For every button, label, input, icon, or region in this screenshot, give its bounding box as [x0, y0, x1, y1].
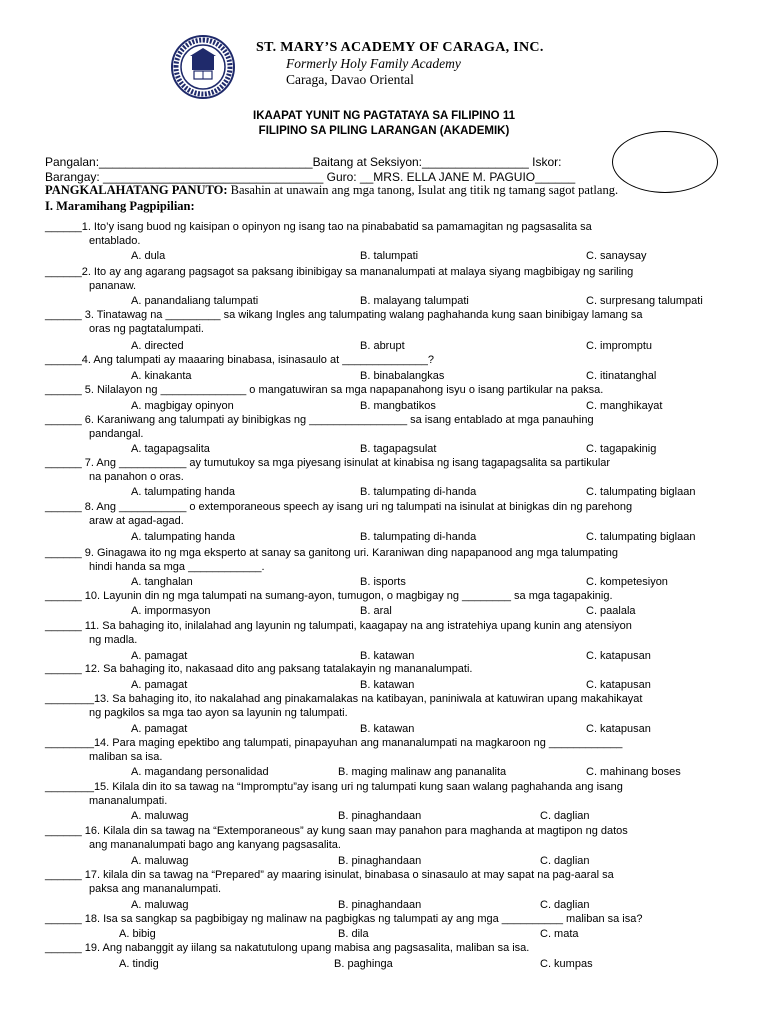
- choice-option: A. maluwag: [131, 899, 189, 911]
- question-item: [45, 781, 623, 808]
- question-item: [45, 825, 628, 852]
- choice-option: C. katapusan: [586, 679, 651, 691]
- score-oval: [612, 131, 718, 193]
- choice-option: A. tagapagsalita: [131, 443, 210, 455]
- choice-option: B. malayang talumpati: [360, 295, 469, 307]
- choice-option: A. bibig: [119, 928, 156, 940]
- choice-option: C. daglian: [540, 855, 590, 867]
- question-text: ______ 5. Nilalayon ng ______________ o mangatuwiran sa mga napapanahong isyu o isang partikular na paksa.: [45, 384, 604, 396]
- question-text-continued: mananalumpati.: [89, 794, 168, 807]
- choice-option: C. manghikayat: [586, 400, 663, 412]
- choice-option: B. pinaghandaan: [338, 855, 422, 867]
- choice-option: A. magbigay opinyon: [131, 400, 234, 412]
- general-directions: [45, 183, 618, 197]
- question-text: ______ 6. Karaniwang ang talumpati ay binibigkas ng ________________ sa isang entablado at mga panauhing: [45, 414, 594, 426]
- choice-option: A. pamagat: [131, 679, 188, 691]
- choice-option: C. kumpas: [540, 958, 593, 970]
- question-text-continued: entablado.: [89, 234, 141, 247]
- choice-option: B. pinaghandaan: [338, 810, 422, 822]
- choice-option: B. mangbatikos: [360, 400, 436, 412]
- choice-option: A. pamagat: [131, 723, 188, 735]
- question-item: [45, 620, 632, 647]
- choice-option: B. abrupt: [360, 340, 405, 352]
- choice-option: A. tindig: [119, 958, 159, 970]
- choice-option: C. surpresang talumpati: [586, 295, 703, 307]
- choice-option: B. paghinga: [334, 958, 393, 970]
- choice-option: B. katawan: [360, 723, 415, 735]
- choice-option: C. mahinang boses: [586, 766, 681, 778]
- choice-option: C. impromptu: [586, 340, 653, 352]
- choice-option: A. dula: [131, 250, 166, 262]
- choice-option: B. binabalangkas: [360, 370, 445, 382]
- choice-option: A. panandaliang talumpati: [131, 295, 259, 307]
- question-text: ________15. Kilala din ito sa tawag na “Impromptu”ay isang uri ng talumpati kung saan walang paghahanda ang isang: [45, 781, 623, 793]
- choice-option: B. aral: [360, 605, 392, 617]
- choice-option: A. maluwag: [131, 855, 189, 867]
- name-section-score-row: Pangalan:________________________________Baitang at Seksiyon:________________ Iskor:: [45, 155, 562, 169]
- question-text-continued: paksa ang mananalumpati.: [89, 882, 222, 895]
- choice-option: B. talumpating di-handa: [360, 531, 477, 543]
- choice-option: A. impormasyon: [131, 605, 211, 617]
- directions-label: PANGKALAHATANG PANUTO:: [45, 183, 228, 197]
- question-text: ______4. Ang talumpati ay maaaring binabasa, isinasaulo at ______________?: [45, 354, 434, 366]
- question-item: [45, 309, 643, 336]
- school-seal-icon: [170, 34, 236, 100]
- school-former-name: Formerly Holy Family Academy: [286, 56, 461, 71]
- question-text-continued: oras ng pagtatalumpati.: [89, 322, 204, 335]
- choice-option: A. maluwag: [131, 810, 189, 822]
- choice-option: C. paalala: [586, 605, 636, 617]
- question-text: ______ 18. Isa sa sangkap sa pagbibigay ng malinaw na pagbigkas ng talumpati ay ang mga __________ maliban sa isa?: [45, 913, 643, 925]
- question-text: ______ 10. Layunin din ng mga talumpati na sumang-ayon, tumugon, o magbigay ng ________ sa mga tagapakinig.: [45, 590, 613, 602]
- question-text-continued: ng madla.: [89, 633, 138, 646]
- question-item: [45, 663, 473, 677]
- choice-option: B. pinaghandaan: [338, 899, 422, 911]
- question-text: ________13. Sa bahaging ito, ito nakalahad ang pinakamalakas na katibayan, paniniwala at katuwiran upang makahikayat: [45, 693, 643, 705]
- question-text: ________14. Para maging epektibo ang talumpati, pinapayuhan ang mananalumpati na magkaroon ng ____________: [45, 737, 623, 749]
- choice-option: C. mata: [540, 928, 579, 940]
- question-text-continued: maliban sa isa.: [89, 750, 163, 763]
- choice-option: B. talumpating di-handa: [360, 486, 477, 498]
- question-item: [45, 501, 632, 528]
- choice-option: A. directed: [131, 340, 184, 352]
- school-name: ST. MARY’S ACADEMY OF CARAGA, INC.: [256, 40, 544, 55]
- choice-option: B. maging malinaw ang pananalita: [338, 766, 507, 778]
- test-subtitle: FILIPINO SA PILING LARANGAN (AKADEMIK): [258, 125, 510, 137]
- question-item: [45, 384, 603, 398]
- question-item: [45, 590, 613, 604]
- question-item: [45, 693, 642, 720]
- question-text: ______ 7. Ang ___________ ay tumutukoy sa mga piyesang isinulat at kinabisa ng isang tagapagsalita sa partikular: [45, 457, 611, 469]
- question-text-continued: araw at agad-agad.: [89, 514, 184, 527]
- question-item: [45, 942, 529, 956]
- choice-option: B. katawan: [360, 650, 415, 662]
- question-text-continued: pananaw.: [89, 279, 137, 292]
- question-item: [45, 913, 642, 927]
- choice-option: B. katawan: [360, 679, 415, 691]
- question-text: ______ 3. Tinatawag na _________ sa wikang Ingles ang talumpating walang paghahanda kung saan binibigay lamang sa: [45, 309, 643, 321]
- question-item: [45, 869, 614, 896]
- question-text: ______ 9. Ginagawa ito ng mga eksperto at sanay sa ganitong uri. Karaniwan ding napapanood ang mga talumpating: [45, 547, 619, 559]
- school-header: [256, 40, 596, 88]
- question-text: ______ 8. Ang ___________ o extemporaneous speech ay isang uri ng talumpati na isinulat at binigkas din ng parehong: [45, 501, 633, 513]
- choice-option: B. tagapagsulat: [360, 443, 437, 455]
- choice-option: A. talumpating handa: [131, 531, 235, 543]
- question-text-continued: na panahon o oras.: [89, 470, 184, 483]
- school-location: Caraga, Davao Oriental: [286, 72, 414, 87]
- question-text: ______1. Ito’y isang buod ng kaisipan o opinyon ng isang tao na pinababatid sa pamamagitan ng pagsasalita sa: [45, 221, 592, 233]
- question-item: [45, 414, 594, 441]
- choice-option: C. daglian: [540, 899, 590, 911]
- question-text: ______ 12. Sa bahaging ito, nakasaad dito ang paksang tatalakayin ng mananalumpati.: [45, 663, 473, 675]
- choice-option: B. isports: [360, 576, 406, 588]
- directions-text: Basahin at unawain ang mga tanong, Isulat ang titik ng tamang sagot patlang.: [227, 183, 619, 197]
- barangay-teacher-row: Barangay: _________________________________ Guro: __MRS. ELLA JANE M. PAGUIO______: [45, 170, 576, 184]
- choice-option: C. tagapakinig: [586, 443, 657, 455]
- question-item: [45, 354, 434, 368]
- question-item: [45, 266, 633, 293]
- question-text: ______ 17. kilala din sa tawag na “Prepared” ay maaring isinulat, binabasa o sinasaulo at may sapat na pag-aaral sa: [45, 869, 614, 881]
- choice-option: C. talumpating biglaan: [586, 531, 696, 543]
- choice-option: A. tanghalan: [131, 576, 193, 588]
- question-text: ______ 16. Kilala din sa tawag na “Extemporaneous” ay kung saan may panahon para maghanda at magtipon ng datos: [45, 825, 628, 837]
- question-item: [45, 547, 618, 574]
- question-text-continued: pandangal.: [89, 427, 144, 440]
- question-text: ______2. Ito ay ang agarang pagsagot sa paksang ibinibigay sa mananalumpati at malaya siyang magbibigay ng sariling: [45, 266, 634, 278]
- choice-option: C. daglian: [540, 810, 590, 822]
- choice-option: C. kompetesiyon: [586, 576, 668, 588]
- choice-option: C. sanaysay: [586, 250, 647, 262]
- choice-option: C. katapusan: [586, 650, 651, 662]
- section-title: I. Maramihang Pagpipilian:: [45, 199, 195, 213]
- question-text-continued: hindi handa sa mga ____________.: [89, 560, 265, 573]
- question-item: [45, 737, 622, 764]
- choice-option: C. itinatanghal: [586, 370, 657, 382]
- choice-option: A. kinakanta: [131, 370, 192, 382]
- test-title: IKAAPAT YUNIT NG PAGTATAYA SA FILIPINO 11: [253, 110, 515, 122]
- choice-option: C. talumpating biglaan: [586, 486, 696, 498]
- choice-option: A. magandang personalidad: [131, 766, 269, 778]
- choice-option: A. pamagat: [131, 650, 188, 662]
- question-item: [45, 221, 592, 248]
- question-text-continued: ang mananalumpati bago ang kanyang pagsasalita.: [89, 838, 341, 851]
- question-text: ______ 19. Ang nabanggit ay iilang sa nakatutulong upang mabisa ang pagsasalita, maliban sa isa.: [45, 942, 530, 954]
- choice-option: B. dila: [338, 928, 369, 940]
- choice-option: C. katapusan: [586, 723, 651, 735]
- choice-option: B. talumpati: [360, 250, 419, 262]
- choice-option: A. talumpating handa: [131, 486, 235, 498]
- question-text: ______ 11. Sa bahaging ito, inilalahad ang layunin ng talumpati, kaagapay na ang istratehiya upang kunin ang atensiyon: [45, 620, 632, 632]
- question-text-continued: ng pagkilos sa mga tao ayon sa layunin ng talumpati.: [89, 706, 348, 719]
- question-item: [45, 457, 610, 484]
